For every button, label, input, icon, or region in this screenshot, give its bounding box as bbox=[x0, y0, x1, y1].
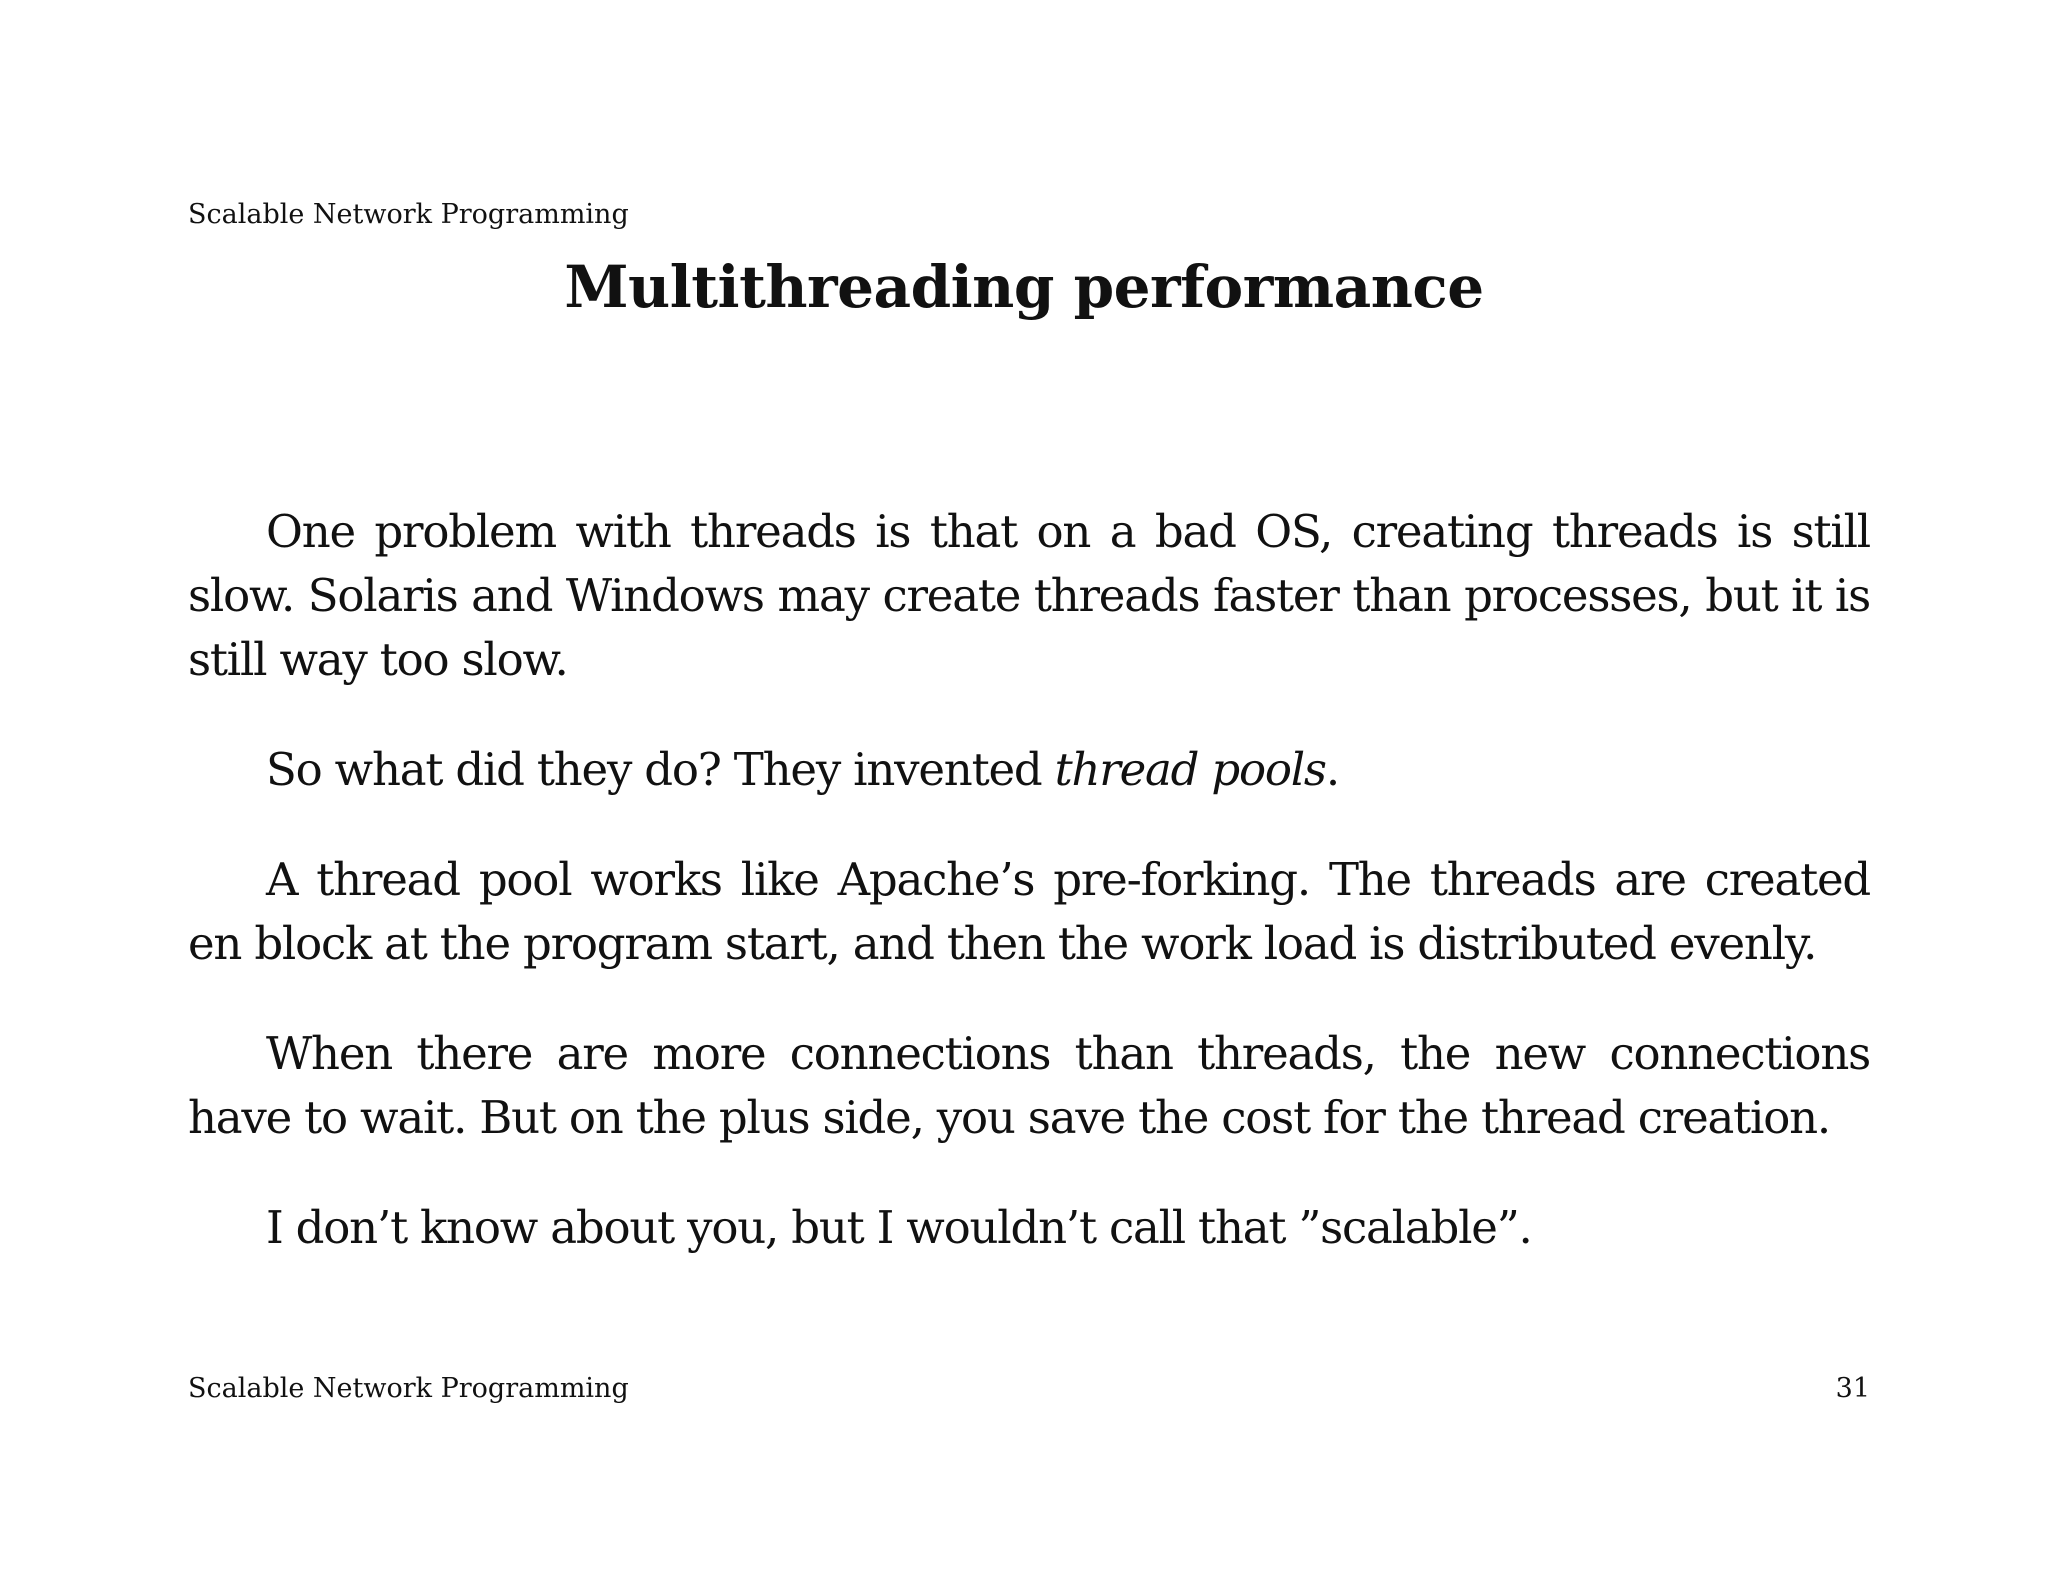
paragraph-thread-pool-explanation: A thread pool works like Apache’s pre-forking. The threads are created en block at the program start, and then the work load is distributed evenly. bbox=[188, 853, 1870, 970]
running-footer: Scalable Network Programming bbox=[188, 1373, 629, 1404]
running-header: Scalable Network Programming bbox=[188, 199, 629, 230]
paragraph-thread-creation: One problem with threads is that on a bad OS, creating threads is still slow. Solaris and Windows may create threads faster than processes, but it is still way too slow. bbox=[188, 505, 1870, 686]
page-number: 31 bbox=[1835, 1373, 1870, 1404]
thread-pools-emphasis: thread pools bbox=[1054, 743, 1326, 796]
body-text bbox=[188, 500, 1870, 1306]
paragraph-thread-pools-punctuation: . bbox=[1325, 743, 1339, 796]
paragraph-connections-wait: When there are more connections than threads, the new connections have to wait. But on the plus side, you save the cost for the thread creation. bbox=[188, 1027, 1870, 1144]
paragraph-scalability-conclusion: I don’t know about you, but I wouldn’t call that ”scalable”. bbox=[266, 1201, 1532, 1254]
paragraph-thread-pools-text: So what did they do? They invented bbox=[266, 743, 1055, 796]
slide-title: Multithreading performance bbox=[564, 253, 1484, 321]
paragraph-thread-pools-question bbox=[188, 738, 1870, 802]
